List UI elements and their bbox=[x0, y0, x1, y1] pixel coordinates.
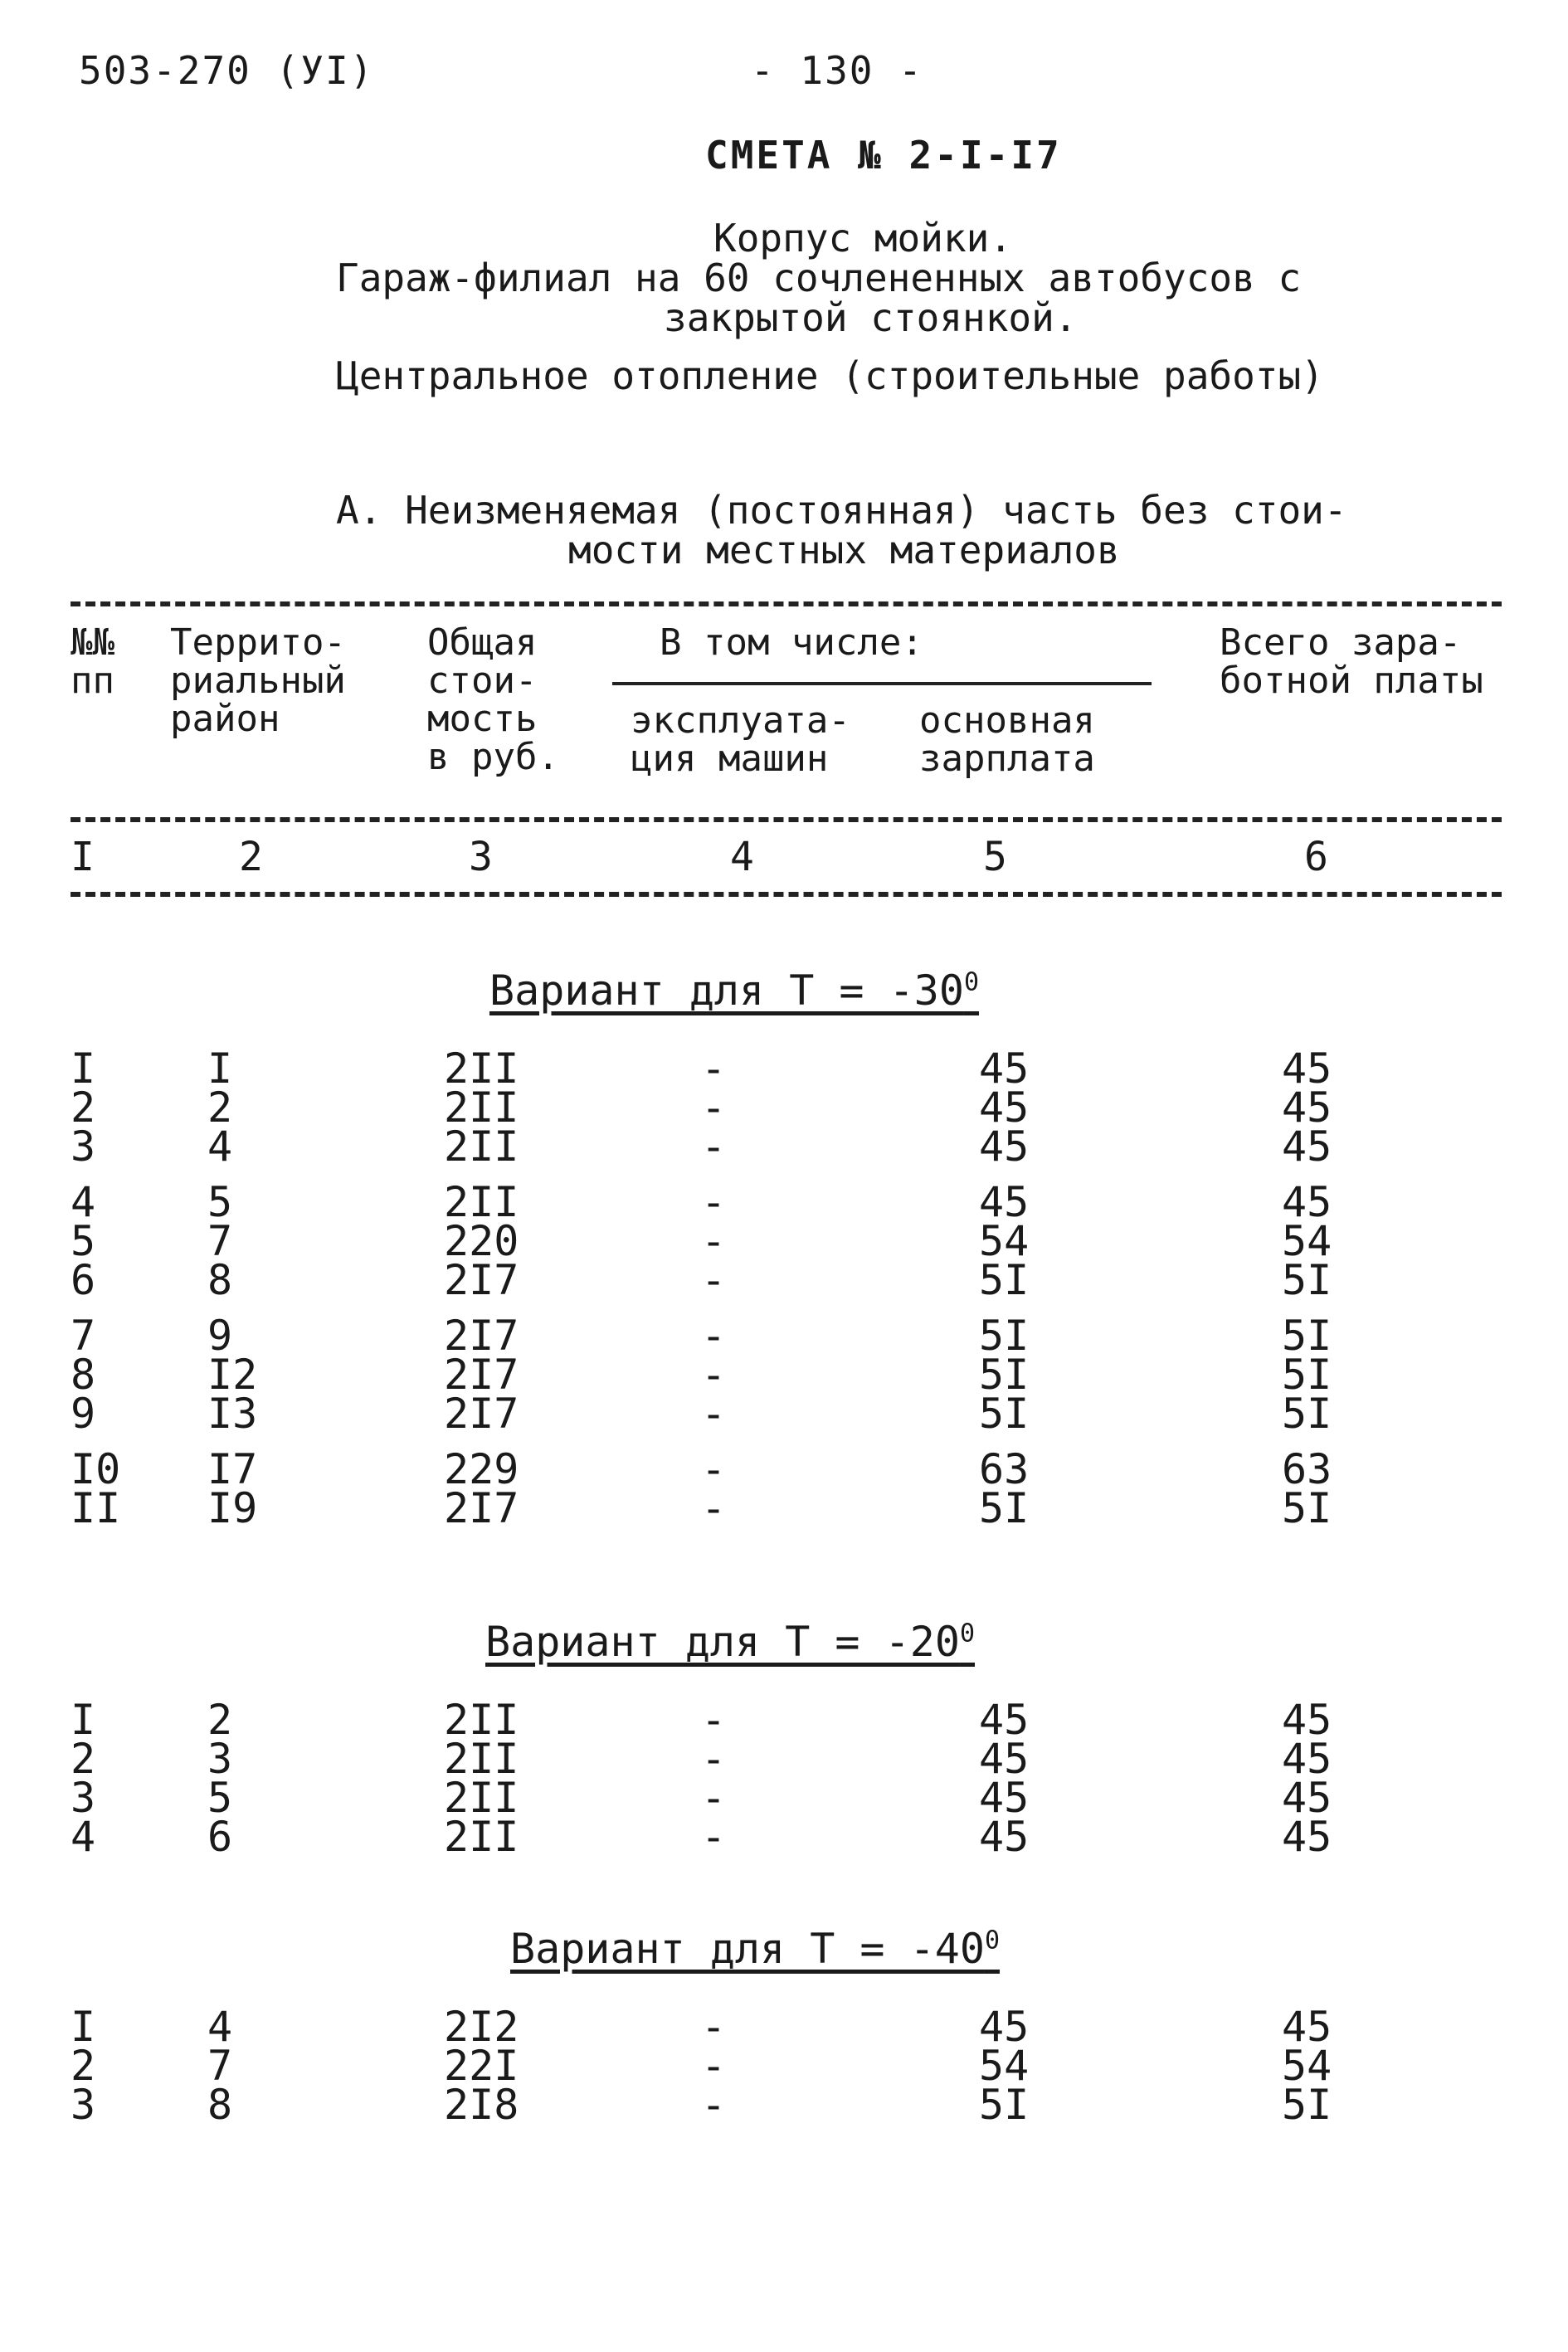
total-wages-cell: 5I bbox=[1282, 1312, 1332, 1360]
row-number-cell: 6 bbox=[71, 1256, 96, 1304]
territorial-district-cell: 6 bbox=[207, 1813, 233, 1861]
machine-operation-cell: - bbox=[701, 2042, 727, 2090]
row-number-cell: 5 bbox=[71, 1217, 96, 1265]
subtitle-line-3: закрытой стоянкой. bbox=[664, 295, 1078, 340]
column-number-3: 3 bbox=[469, 834, 493, 880]
row-number-cell: 8 bbox=[71, 1351, 96, 1399]
variant-heading bbox=[485, 1618, 975, 1666]
section-heading-line-2: мости местных материалов bbox=[568, 528, 1120, 572]
row-number-cell: 4 bbox=[71, 1178, 96, 1226]
base-salary-cell: 5I bbox=[979, 1390, 1030, 1438]
machine-operation-cell: - bbox=[701, 1045, 727, 1093]
total-wages-cell: 5I bbox=[1282, 1484, 1332, 1532]
total-wages-cell: 63 bbox=[1282, 1445, 1332, 1493]
territorial-district-cell: 5 bbox=[207, 1178, 233, 1226]
total-wages-cell: 45 bbox=[1282, 1045, 1332, 1093]
territorial-district-cell: 2 bbox=[207, 1696, 233, 1744]
machine-operation-cell: - bbox=[701, 1178, 727, 1226]
total-cost-cell: 229 bbox=[444, 1445, 519, 1493]
total-cost-cell: 2II bbox=[444, 1774, 519, 1822]
total-cost-cell: 2I2 bbox=[444, 2003, 519, 2051]
total-cost-cell: 2II bbox=[444, 1122, 519, 1171]
table-header-rule bbox=[71, 817, 1502, 822]
degree-superscript: 0 bbox=[959, 1619, 976, 1648]
machine-operation-cell: - bbox=[701, 2003, 727, 2051]
row-number-cell: 7 bbox=[71, 1312, 96, 1360]
territorial-district-cell: I7 bbox=[207, 1445, 258, 1493]
table-top-rule bbox=[71, 601, 1502, 606]
machine-operation-cell: - bbox=[701, 2081, 727, 2129]
base-salary-cell: 5I bbox=[979, 2081, 1030, 2129]
total-cost-cell: 2II bbox=[444, 1696, 519, 1744]
machine-operation-cell: - bbox=[701, 1735, 727, 1783]
row-number-cell: 2 bbox=[71, 2042, 96, 2090]
base-salary-cell: 45 bbox=[979, 1122, 1030, 1171]
base-salary-cell: 45 bbox=[979, 1774, 1030, 1822]
total-cost-cell: 2I7 bbox=[444, 1351, 519, 1399]
total-wages-cell: 54 bbox=[1282, 2042, 1332, 2090]
total-wages-cell: 5I bbox=[1282, 1351, 1332, 1399]
total-cost-cell: 2II bbox=[444, 1735, 519, 1783]
base-salary-cell: 5I bbox=[979, 1351, 1030, 1399]
total-cost-cell: 2II bbox=[444, 1178, 519, 1226]
row-number-cell: 3 bbox=[71, 1122, 96, 1171]
row-number-cell: I0 bbox=[71, 1445, 121, 1493]
column-number-4: 4 bbox=[730, 834, 754, 880]
total-cost-cell: 2I7 bbox=[444, 1312, 519, 1360]
total-cost-cell: 2I7 bbox=[444, 1390, 519, 1438]
document-code: 503-270 (УI) bbox=[79, 48, 375, 93]
degree-superscript: 0 bbox=[984, 1926, 1001, 1955]
total-wages-cell: 45 bbox=[1282, 1083, 1332, 1132]
variant-label: Вариант для Т = -30 bbox=[489, 967, 964, 1015]
header-group-rule bbox=[612, 682, 1152, 685]
territorial-district-cell: 9 bbox=[207, 1312, 233, 1360]
total-cost-cell: 22I bbox=[444, 2042, 519, 2090]
base-salary-cell: 45 bbox=[979, 1083, 1030, 1132]
territorial-district-cell: 5 bbox=[207, 1774, 233, 1822]
machine-operation-cell: - bbox=[701, 1390, 727, 1438]
header-col2: Террито- риальный район bbox=[170, 621, 346, 740]
territorial-district-cell: 4 bbox=[207, 2003, 233, 2051]
base-salary-cell: 45 bbox=[979, 1735, 1030, 1783]
total-wages-cell: 54 bbox=[1282, 1217, 1332, 1265]
territorial-district-cell: 3 bbox=[207, 1735, 233, 1783]
header-col4: эксплуата- ция машин bbox=[631, 699, 850, 780]
machine-operation-cell: - bbox=[701, 1312, 727, 1360]
territorial-district-cell: 4 bbox=[207, 1122, 233, 1171]
variant-label: Вариант для Т = -20 bbox=[485, 1618, 960, 1666]
total-wages-cell: 5I bbox=[1282, 2081, 1332, 2129]
estimate-title: СМЕТА № 2-I-I7 bbox=[705, 133, 1062, 178]
header-col6: Всего зара- ботной платы bbox=[1220, 621, 1483, 702]
base-salary-cell: 5I bbox=[979, 1256, 1030, 1304]
row-number-cell: 2 bbox=[71, 1735, 96, 1783]
total-cost-cell: 2I7 bbox=[444, 1256, 519, 1304]
total-wages-cell: 5I bbox=[1282, 1256, 1332, 1304]
variant-heading bbox=[510, 1925, 1000, 1973]
row-number-cell: 9 bbox=[71, 1390, 96, 1438]
machine-operation-cell: - bbox=[701, 1696, 727, 1744]
column-number-6: 6 bbox=[1304, 834, 1328, 880]
header-col5: основная зарплата bbox=[919, 699, 1095, 780]
machine-operation-cell: - bbox=[701, 1351, 727, 1399]
territorial-district-cell: 2 bbox=[207, 1083, 233, 1132]
column-number-5: 5 bbox=[983, 834, 1007, 880]
machine-operation-cell: - bbox=[701, 1445, 727, 1493]
total-cost-cell: 220 bbox=[444, 1217, 519, 1265]
total-wages-cell: 45 bbox=[1282, 1813, 1332, 1861]
header-col1: №№ пп bbox=[71, 621, 114, 702]
total-cost-cell: 2II bbox=[444, 1813, 519, 1861]
territorial-district-cell: I bbox=[207, 1045, 233, 1093]
base-salary-cell: 45 bbox=[979, 1045, 1030, 1093]
row-number-cell: I bbox=[71, 1696, 96, 1744]
total-wages-cell: 45 bbox=[1282, 2003, 1332, 2051]
base-salary-cell: 63 bbox=[979, 1445, 1030, 1493]
row-number-cell: 2 bbox=[71, 1083, 96, 1132]
territorial-district-cell: I3 bbox=[207, 1390, 258, 1438]
row-number-cell: I bbox=[71, 2003, 96, 2051]
header-col3: Общая стои- мость в руб. bbox=[427, 621, 559, 778]
base-salary-cell: 45 bbox=[979, 1178, 1030, 1226]
territorial-district-cell: I2 bbox=[207, 1351, 258, 1399]
territorial-district-cell: I9 bbox=[207, 1484, 258, 1532]
section-heading-line-1: А. Неизменяемая (постоянная) часть без стои- bbox=[336, 488, 1347, 533]
row-number-cell: 3 bbox=[71, 1774, 96, 1822]
total-cost-cell: 2II bbox=[444, 1045, 519, 1093]
territorial-district-cell: 8 bbox=[207, 2081, 233, 2129]
variant-heading bbox=[489, 967, 979, 1015]
degree-superscript: 0 bbox=[963, 967, 980, 997]
machine-operation-cell: - bbox=[701, 1813, 727, 1861]
subtitle-line-2: Гараж-филиал на 60 сочлененных автобусов с bbox=[336, 256, 1302, 300]
header-group: В том числе: bbox=[660, 621, 923, 664]
machine-operation-cell: - bbox=[701, 1083, 727, 1132]
territorial-district-cell: 7 bbox=[207, 1217, 233, 1265]
subtitle-line-1: Корпус мойки. bbox=[713, 216, 1013, 261]
total-cost-cell: 2I8 bbox=[444, 2081, 519, 2129]
total-wages-cell: 45 bbox=[1282, 1178, 1332, 1226]
base-salary-cell: 5I bbox=[979, 1484, 1030, 1532]
subheading: Центральное отопление (строительные работы) bbox=[336, 353, 1324, 398]
base-salary-cell: 54 bbox=[979, 1217, 1030, 1265]
total-wages-cell: 45 bbox=[1282, 1696, 1332, 1744]
row-number-cell: 3 bbox=[71, 2081, 96, 2129]
base-salary-cell: 5I bbox=[979, 1312, 1030, 1360]
total-wages-cell: 5I bbox=[1282, 1390, 1332, 1438]
machine-operation-cell: - bbox=[701, 1256, 727, 1304]
machine-operation-cell: - bbox=[701, 1217, 727, 1265]
total-wages-cell: 45 bbox=[1282, 1122, 1332, 1171]
row-number-cell: II bbox=[71, 1484, 121, 1532]
machine-operation-cell: - bbox=[701, 1774, 727, 1822]
total-wages-cell: 45 bbox=[1282, 1735, 1332, 1783]
territorial-district-cell: 7 bbox=[207, 2042, 233, 2090]
row-number-cell: 4 bbox=[71, 1813, 96, 1861]
base-salary-cell: 45 bbox=[979, 1813, 1030, 1861]
total-cost-cell: 2II bbox=[444, 1083, 519, 1132]
total-cost-cell: 2I7 bbox=[444, 1484, 519, 1532]
machine-operation-cell: - bbox=[701, 1484, 727, 1532]
table-numbers-rule bbox=[71, 892, 1502, 897]
row-number-cell: I bbox=[71, 1045, 96, 1093]
base-salary-cell: 45 bbox=[979, 2003, 1030, 2051]
page-number: - 130 - bbox=[751, 48, 923, 93]
total-wages-cell: 45 bbox=[1282, 1774, 1332, 1822]
column-number-2: 2 bbox=[239, 834, 263, 880]
machine-operation-cell: - bbox=[701, 1122, 727, 1171]
base-salary-cell: 45 bbox=[979, 1696, 1030, 1744]
base-salary-cell: 54 bbox=[979, 2042, 1030, 2090]
territorial-district-cell: 8 bbox=[207, 1256, 233, 1304]
column-number-1: I bbox=[71, 834, 95, 880]
variant-label: Вариант для Т = -40 bbox=[510, 1925, 985, 1973]
